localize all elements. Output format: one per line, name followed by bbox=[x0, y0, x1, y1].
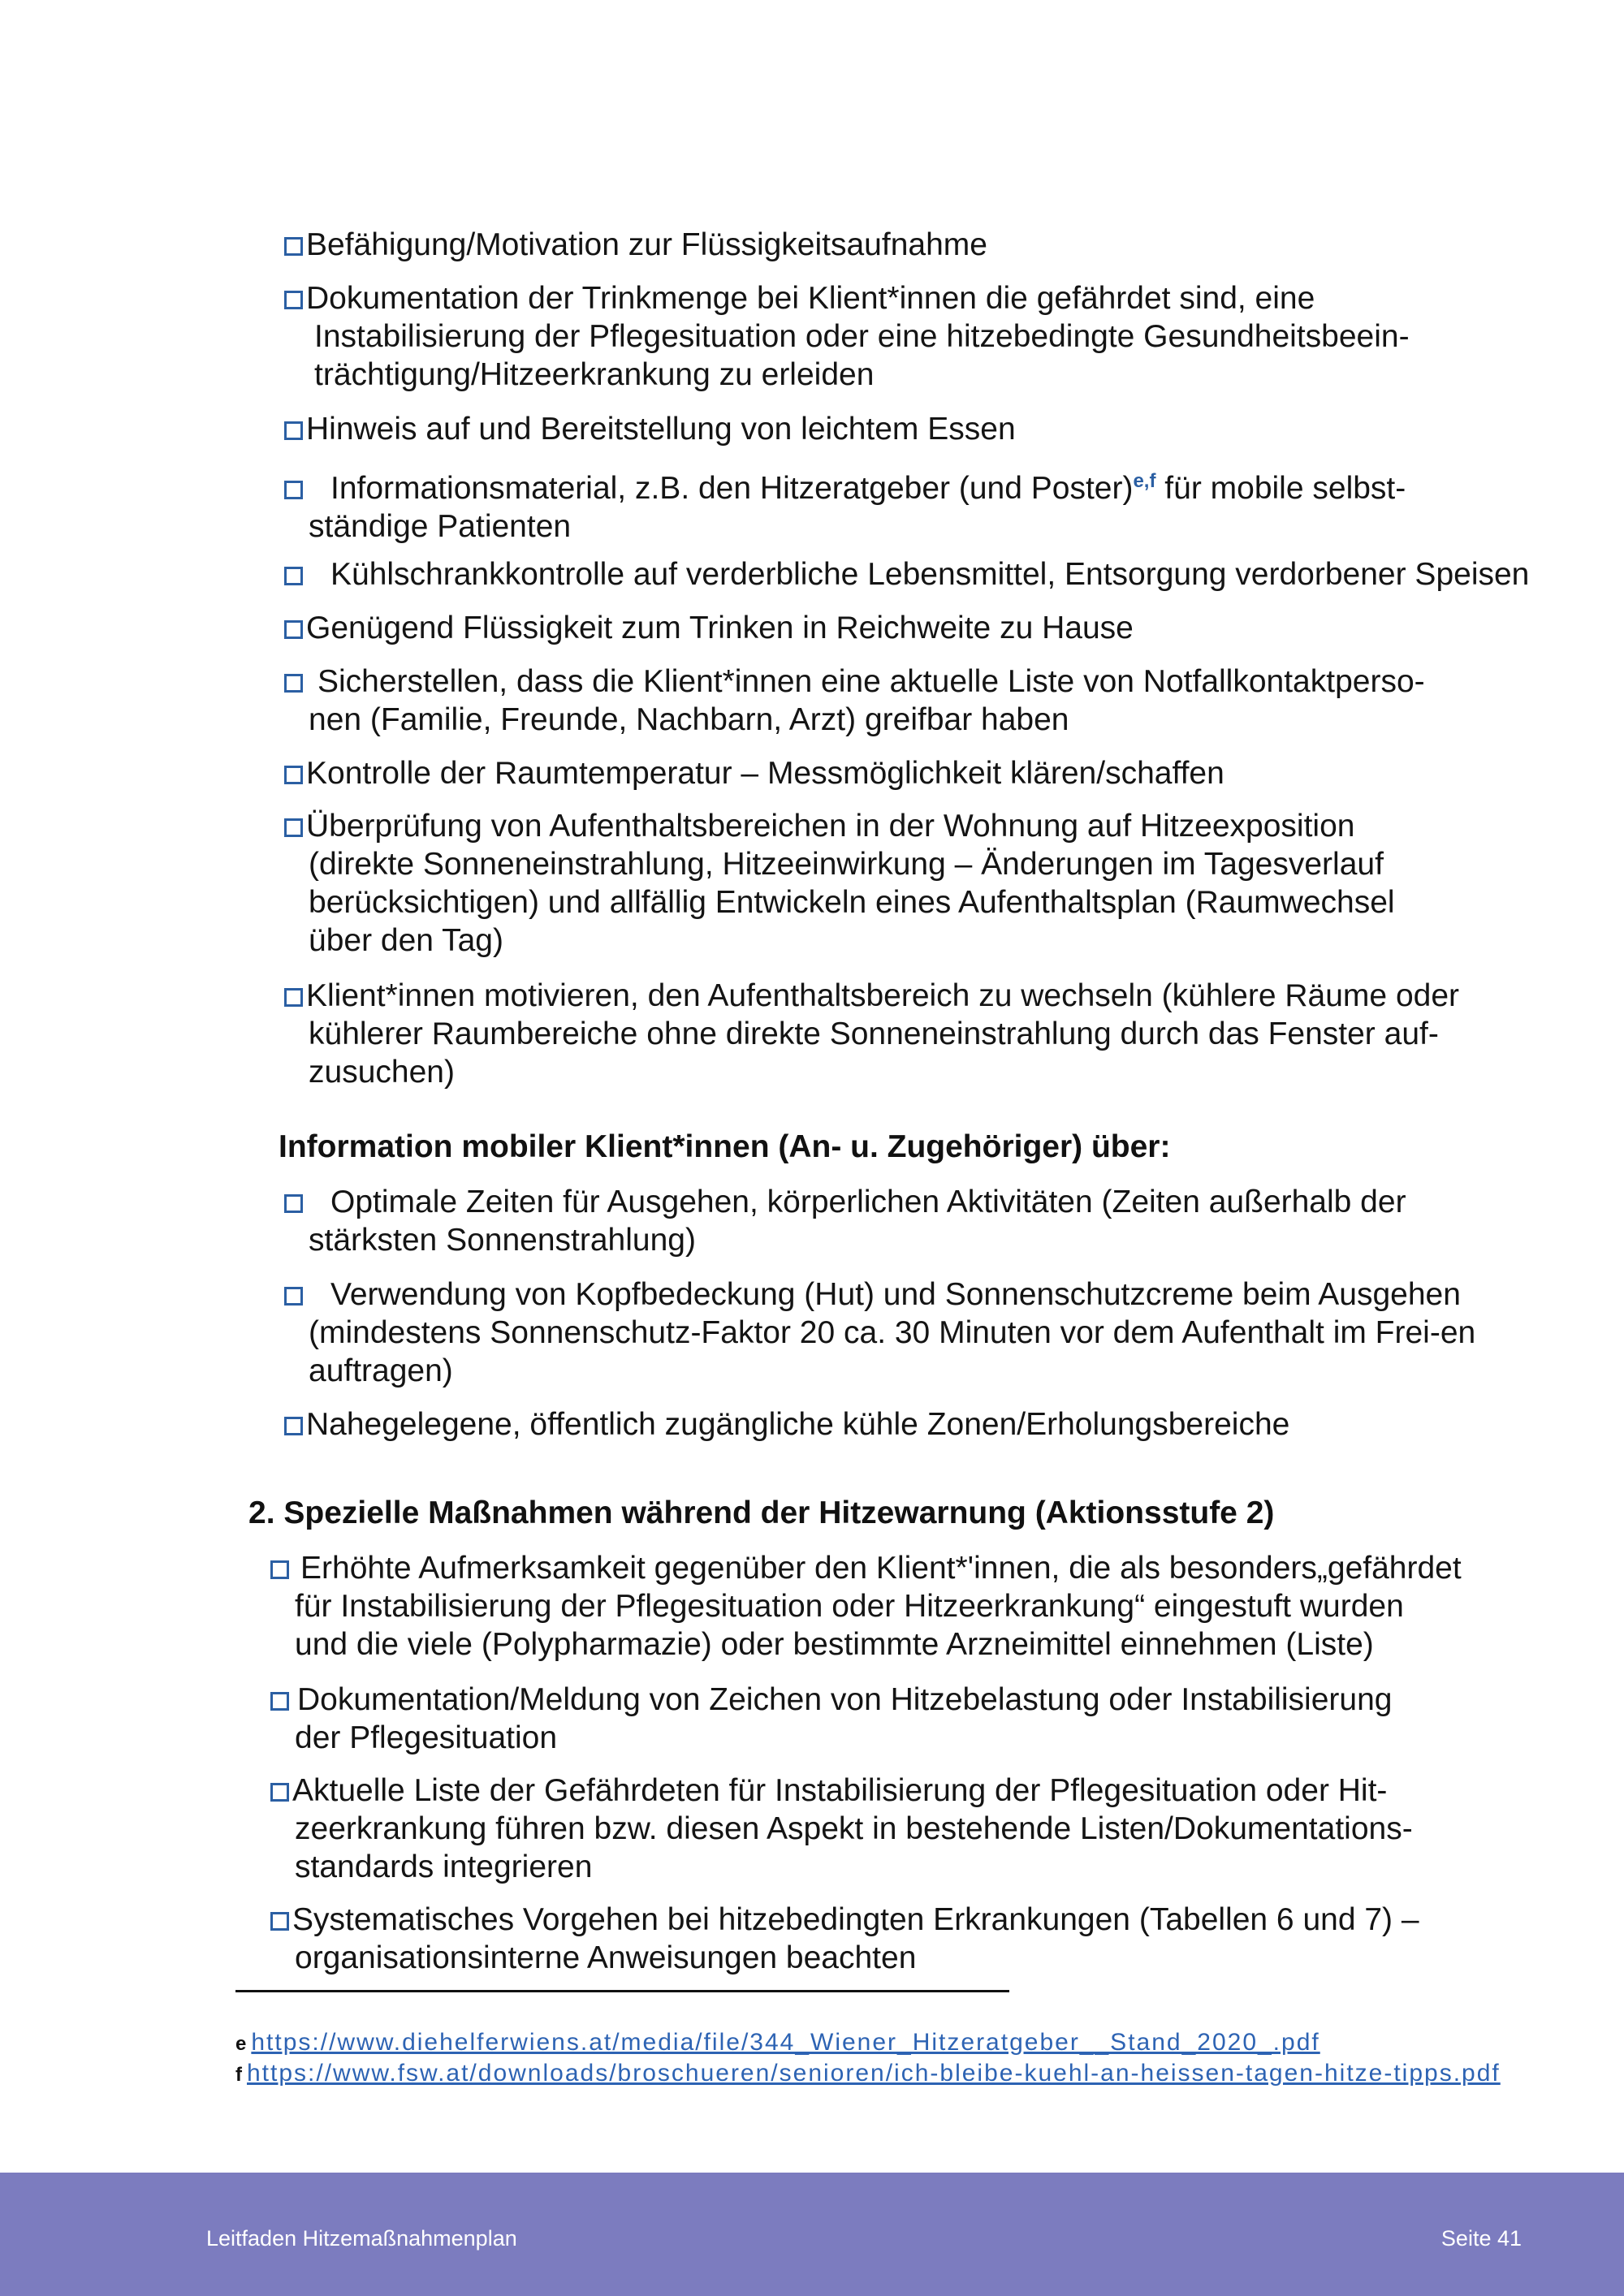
footnote-divider bbox=[235, 1990, 1009, 1992]
page-footer bbox=[0, 2173, 1624, 2296]
checkbox-icon[interactable] bbox=[284, 988, 303, 1007]
list-item: Kühlschrankkontrolle auf verderbliche Lebensmittel, Entsorgung verdorbener Speisen bbox=[284, 555, 1529, 593]
list-item: Optimale Zeiten für Ausgehen, körperlichen Aktivitäten (Zeiten außerhalb der stärksten Sonnenstrahlung) bbox=[284, 1183, 1406, 1259]
list-item: Erhöhte Aufmerksamkeit gegenüber den Klient*'innen, die als besonders„gefährdet für Instabilisierung der Pflegesituation oder Hitzeerkrankung“ eingestuft wurden und die viele (Polypharmazie) oder bestimmte Arzneimittel einnehmen (Liste) bbox=[270, 1549, 1462, 1664]
checkbox-icon[interactable] bbox=[284, 766, 303, 784]
list-item: Dokumentation der Trinkmenge bei Klient*innen die gefährdet sind, eine Instabilisierung der Pflegesituation oder eine hitzebedingte Gesundheitsbeein- trächtigung/Hitzeerkrankung zu erleiden bbox=[284, 279, 1410, 394]
checkbox-icon[interactable] bbox=[270, 1692, 289, 1711]
list-item: Hinweis auf und Bereitstellung von leichtem Essen bbox=[284, 410, 1016, 448]
checkbox-icon[interactable] bbox=[284, 481, 303, 499]
list-item: Verwendung von Kopfbedeckung (Hut) und Sonnenschutzcreme beim Ausgehen (mindestens Sonnenschutz-Faktor 20 ca. 30 Minuten vor dem Aufenthalt im Frei-en auftragen) bbox=[284, 1275, 1475, 1390]
list-item: Aktuelle Liste der Gefährdeten für Instabilisierung der Pflegesituation oder Hit- zeerkrankung führen bzw. diesen Aspekt in bestehende Listen/Dokumentations- standards integrieren bbox=[270, 1772, 1413, 1886]
footnote: f https://www.fsw.at/downloads/broschueren/senioren/ich-bleibe-kuehl-an-heissen-tagen-hitze-tipps.pdf bbox=[235, 2060, 1501, 2087]
checkbox-icon[interactable] bbox=[284, 421, 303, 440]
list-item: Klient*innen motivieren, den Aufenthaltsbereich zu wechseln (kühlere Räume oder kühlerer Raumbereiche ohne direkte Sonneneinstrahlung durch das Fenster auf- zusuchen) bbox=[284, 977, 1459, 1091]
checkbox-icon[interactable] bbox=[270, 1560, 289, 1579]
list-item: Dokumentation/Meldung von Zeichen von Hitzebelastung oder Instabilisierung der Pflegesituation bbox=[270, 1681, 1392, 1757]
checkbox-icon[interactable] bbox=[284, 567, 303, 585]
list-item: Genügend Flüssigkeit zum Trinken in Reichweite zu Hause bbox=[284, 609, 1134, 647]
footnote-reference[interactable]: e,f bbox=[1133, 470, 1156, 492]
footnote: e https://www.diehelferwiens.at/media/file/344_Wiener_Hitzeratgeber__Stand_2020_.pdf bbox=[235, 2029, 1320, 2056]
list-item: Überprüfung von Aufenthaltsbereichen in der Wohnung auf Hitzeexposition (direkte Sonneneinstrahlung, Hitzeeinwirkung – Änderungen im Tagesverlauf berücksichtigen) und allfällig Entwickeln eines Aufenthaltsplan (Raumwechsel über den Tag) bbox=[284, 807, 1395, 960]
subsection-heading: Information mobiler Klient*innen (An- u. Zugehöriger) über: bbox=[279, 1129, 1171, 1164]
checkbox-icon[interactable] bbox=[284, 818, 303, 837]
list-item: Kontrolle der Raumtemperatur – Messmöglichkeit klären/schaffen bbox=[284, 754, 1224, 792]
checkbox-icon[interactable] bbox=[284, 674, 303, 693]
checkbox-icon[interactable] bbox=[284, 237, 303, 256]
footnote-link[interactable]: https://www.diehelferwiens.at/media/file/344_Wiener_Hitzeratgeber__Stand_2020_.pdf bbox=[251, 2029, 1320, 2056]
checkbox-icon[interactable] bbox=[284, 1287, 303, 1306]
checkbox-icon[interactable] bbox=[284, 620, 303, 639]
section-heading: 2. Spezielle Maßnahmen während der Hitzewarnung (Aktionsstufe 2) bbox=[248, 1495, 1275, 1530]
checkbox-icon[interactable] bbox=[284, 1194, 303, 1213]
list-item: Systematisches Vorgehen bei hitzebedingten Erkrankungen (Tabellen 6 und 7) – organisationsinterne Anweisungen beachten bbox=[270, 1901, 1419, 1977]
checkbox-icon[interactable] bbox=[284, 291, 303, 309]
footnote-link[interactable]: https://www.fsw.at/downloads/broschueren/senioren/ich-bleibe-kuehl-an-heissen-tagen-hitze-tipps.pdf bbox=[247, 2060, 1501, 2087]
page-number: Seite 41 bbox=[1440, 2226, 1522, 2251]
checkbox-icon[interactable] bbox=[270, 1783, 289, 1802]
list-item: Nahegelegene, öffentlich zugängliche kühle Zonen/Erholungsbereiche bbox=[284, 1405, 1289, 1444]
list-item: Befähigung/Motivation zur Flüssigkeitsaufnahme bbox=[284, 226, 987, 264]
checkbox-icon[interactable] bbox=[284, 1417, 303, 1435]
list-item: Informationsmaterial, z.B. den Hitzeratgeber (und Poster)$^{e,f}$ für mobile selbst- ständige Patienten bbox=[284, 462, 1406, 546]
document-title: Leitfaden Hitzemaßnahmenplan bbox=[206, 2226, 517, 2251]
checkbox-icon[interactable] bbox=[270, 1912, 289, 1931]
list-item: Sicherstellen, dass die Klient*innen eine aktuelle Liste von Notfallkontaktperso- nen (Familie, Freunde, Nachbarn, Arzt) greifbar haben bbox=[284, 662, 1425, 739]
